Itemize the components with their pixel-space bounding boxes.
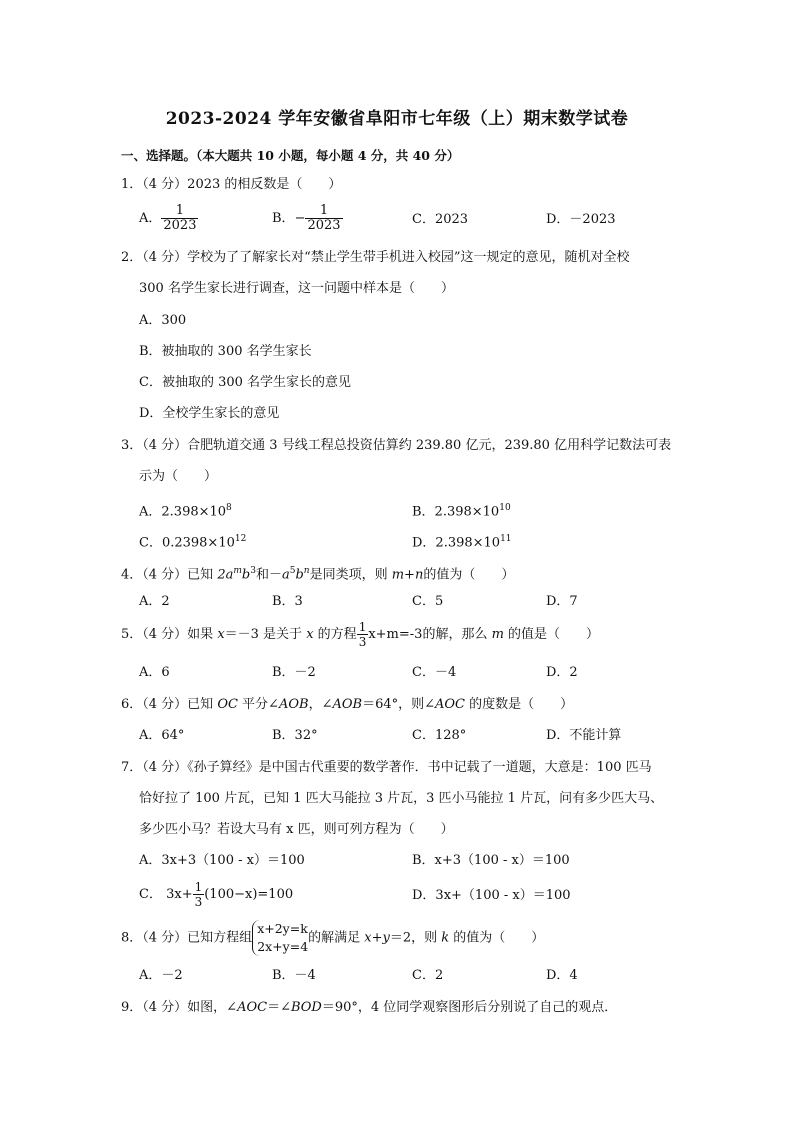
q4-option-b: B．3 — [272, 594, 303, 609]
q8-option-a: A．－2 — [139, 968, 183, 983]
question-9-stem: 9．（4 分）如图，∠AOC＝∠BOD＝90°，4 位同学观察图形后分别说了自己的观点． — [121, 1000, 618, 1015]
q5-option-a: A．6 — [139, 665, 170, 680]
question-7-stem: 7．（4 分）《孙子算经》是中国古代重要的数学著作．书中记载了一道题，大意是：100 匹马 — [121, 760, 652, 775]
q4-option-a: A．2 — [139, 594, 170, 609]
question-7-continuation-1: 恰好拉了 100 片瓦，已知 1 匹大马能拉 3 片瓦，3 匹小马能拉 1 片瓦，问有多少匹大马、 — [139, 791, 664, 806]
q7-option-c: C． 3x+ $\frac{1}{3}$ (100−x)=100 — [139, 880, 294, 909]
q1-option-c: C．2023 — [412, 212, 469, 227]
section-heading: 一、选择题。（本大题共 10 小题，每小题 4 分，共 40 分） — [121, 148, 460, 163]
question-3-stem: 3．（4 分）合肥轨道交通 3 号线工程总投资估算约 239.80 亿元，239.80 亿用科学记数法可表 — [121, 438, 672, 453]
q3-option-c: C．$0.2398\times 10^{12}$ — [139, 534, 247, 551]
q6-option-c: C．128° — [412, 728, 467, 743]
q4-option-d: D．7 — [546, 594, 578, 609]
q3-option-b: B．$2.398\times 10^{10}$ — [412, 503, 511, 520]
q7-option-b: B．x+3（100 - x）＝100 — [412, 853, 570, 868]
q8-option-d: D．4 — [546, 968, 578, 983]
q8-option-c: C．2 — [412, 968, 444, 983]
question-3-continuation: 示为（ ） — [139, 469, 218, 484]
equation-system: x+2y=k 2x+y=4 — [252, 920, 308, 956]
q8-option-b: B．－4 — [272, 968, 316, 983]
question-6-stem: 6．（4 分）已知 OC 平分∠AOB，∠AOB＝64°，则∠AOC 的度数是（ ） — [121, 697, 574, 712]
question-5-stem: 5．（4 分）如果 x＝－3 是关于 x 的方程 $\frac{1}{3}$ x+m=-3的解，那么 m 的值是（ ） — [121, 620, 600, 649]
q1-option-d: D．－2023 — [546, 212, 616, 227]
q6-option-b: B．32° — [272, 728, 318, 743]
page-title: 2023-2024 学年安徽省阜阳市七年级（上）期末数学试卷 — [165, 109, 629, 129]
q5-option-d: D．2 — [546, 665, 578, 680]
q2-option-a: A．300 — [139, 313, 187, 328]
q2-option-d: D．全校学生家长的意见 — [139, 406, 280, 421]
q4-option-c: C．5 — [412, 594, 444, 609]
question-4-stem: 4．（4 分）已知 $2a^mb^3$和$-a^5b^n$是同类项，则 m+n的值为（ ） — [121, 566, 515, 583]
q6-option-d: D．不能计算 — [546, 728, 622, 743]
q3-option-d: D．$2.398\times 10^{11}$ — [412, 534, 512, 551]
q7-option-a: A．3x+3（100 - x）＝100 — [139, 853, 305, 868]
question-2-continuation: 300 名学生家长进行调查，这一问题中样本是（ ） — [139, 281, 454, 296]
q1-option-a: A． $\frac{1}{2023}$ — [139, 203, 197, 233]
q5-option-c: C．－4 — [412, 665, 457, 680]
question-8-stem: 8．（4 分）已知方程组 x+2y=k 2x+y=4 的解满足 x+y＝2，则 k 的值为（ ） — [121, 921, 545, 954]
q3-option-a: A．$2.398\times 10^8$ — [139, 503, 232, 520]
q5-option-b: B．－2 — [272, 665, 316, 680]
q6-option-a: A．64° — [139, 728, 185, 743]
question-2-stem: 2．（4 分）学校为了了解家长对“禁止学生带手机进入校园”这一规定的意见，随机对全校 — [121, 250, 630, 265]
q1-option-b: B．− $\frac{1}{2023}$ — [272, 203, 341, 233]
q7-option-d: D．3x+（100 - x）＝100 — [412, 888, 571, 903]
question-1-stem: 1．（4 分）2023 的相反数是（ ） — [121, 177, 342, 192]
q2-option-b: B．被抽取的 300 名学生家长 — [139, 344, 312, 359]
q2-option-c: C．被抽取的 300 名学生家长的意见 — [139, 375, 352, 390]
question-7-continuation-2: 多少匹小马？若设大马有 x 匹，则可列方程为（ ） — [139, 822, 454, 837]
